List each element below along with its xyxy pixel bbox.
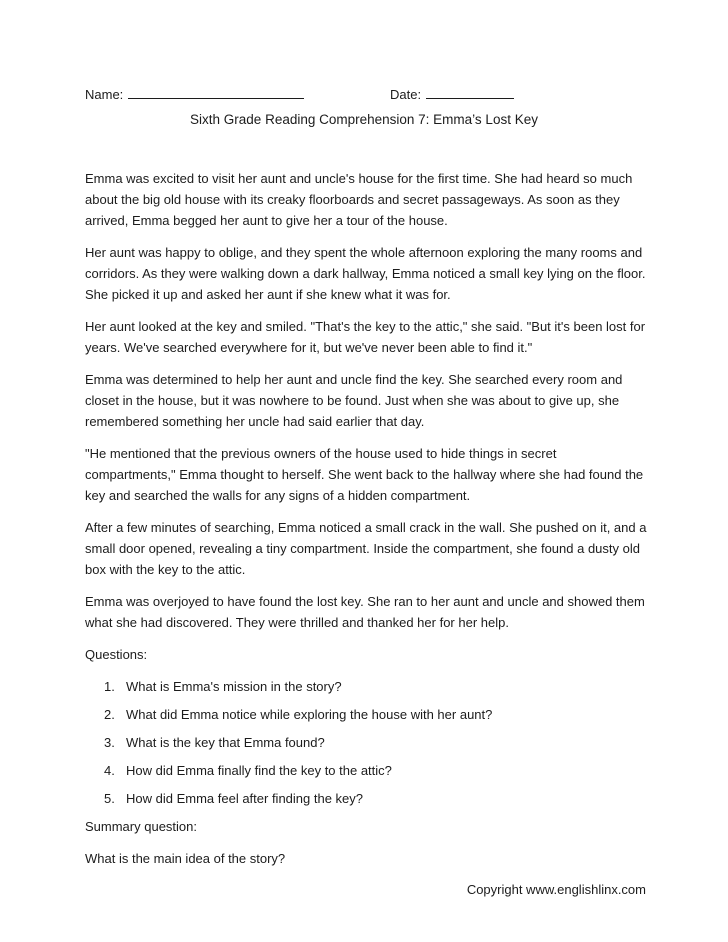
question-text: How did Emma finally find the key to the attic? [126,763,392,778]
summary-heading: Summary question: [85,819,197,834]
story-paragraph: "He mentioned that the previous owners of the house used to hide things in secret compartments," Emma thought to herself. She went back to the hallway where she had found the key and searched the walls for any signs of a hidden compartment. [85,446,644,503]
question-number: 3. [104,735,115,750]
story-paragraph: Her aunt was happy to oblige, and they spent the whole afternoon exploring the many rooms and corridors. As they were walking down a dark hallway, Emma noticed a small key lying on the floor. She picked it up and asked her aunt if she knew what it was for. [85,245,646,302]
copyright-text: Copyright www.englishlinx.com [466,882,646,897]
question-item [85,788,647,809]
name-blank-line [128,85,304,99]
questions-heading: Questions: [85,647,148,662]
story-paragraph: Emma was overjoyed to have found the lost key. She ran to her aunt and uncle and showed them what she had discovered. They were thrilled and thanked her for her help. [85,594,645,630]
page-title: Sixth Grade Reading Comprehension 7: Emma’s Lost Key [190,112,538,127]
summary-question: What is the main idea of the story? [85,851,286,866]
story-paragraph: After a few minutes of searching, Emma noticed a small crack in the wall. She pushed on it, and a small door opened, revealing a tiny compartment. Inside the compartment, she found a dusty old box with the key to the attic. [85,520,647,577]
question-item [85,676,647,697]
name-label: Name: [85,87,124,102]
question-item [85,760,647,781]
question-number: 5. [104,791,115,806]
date-blank-line [426,85,514,99]
question-text: What is Emma's mission in the story? [126,679,342,694]
question-number: 1. [104,679,115,694]
question-number: 2. [104,707,115,722]
story-paragraph: Emma was determined to help her aunt and uncle find the key. She searched every room and closet in the house, but it was nowhere to be found. Just when she was about to give up, she remembered something her uncle had said earlier that day. [85,372,623,429]
story-paragraph: Her aunt looked at the key and smiled. "That's the key to the attic," she said. "But it's been lost for years. We've searched everywhere for it, but we've never been able to find it." [85,319,646,355]
question-text: How did Emma feel after finding the key? [126,791,364,806]
worksheet-content [85,168,647,880]
date-label: Date: [390,87,422,102]
question-text: What is the key that Emma found? [126,735,325,750]
question-text: What did Emma notice while exploring the house with her aunt? [126,707,493,722]
date-field [390,84,514,105]
question-item [85,732,647,753]
name-field [85,84,304,105]
question-item [85,704,647,725]
question-number: 4. [104,763,115,778]
header-row [85,84,645,105]
story-paragraph: Emma was excited to visit her aunt and uncle's house for the first time. She had heard so much about the big old house with its creaky floorboards and secret passageways. As soon as they arrived, Emma begged her aunt to give her a tour of the house. [85,171,633,228]
